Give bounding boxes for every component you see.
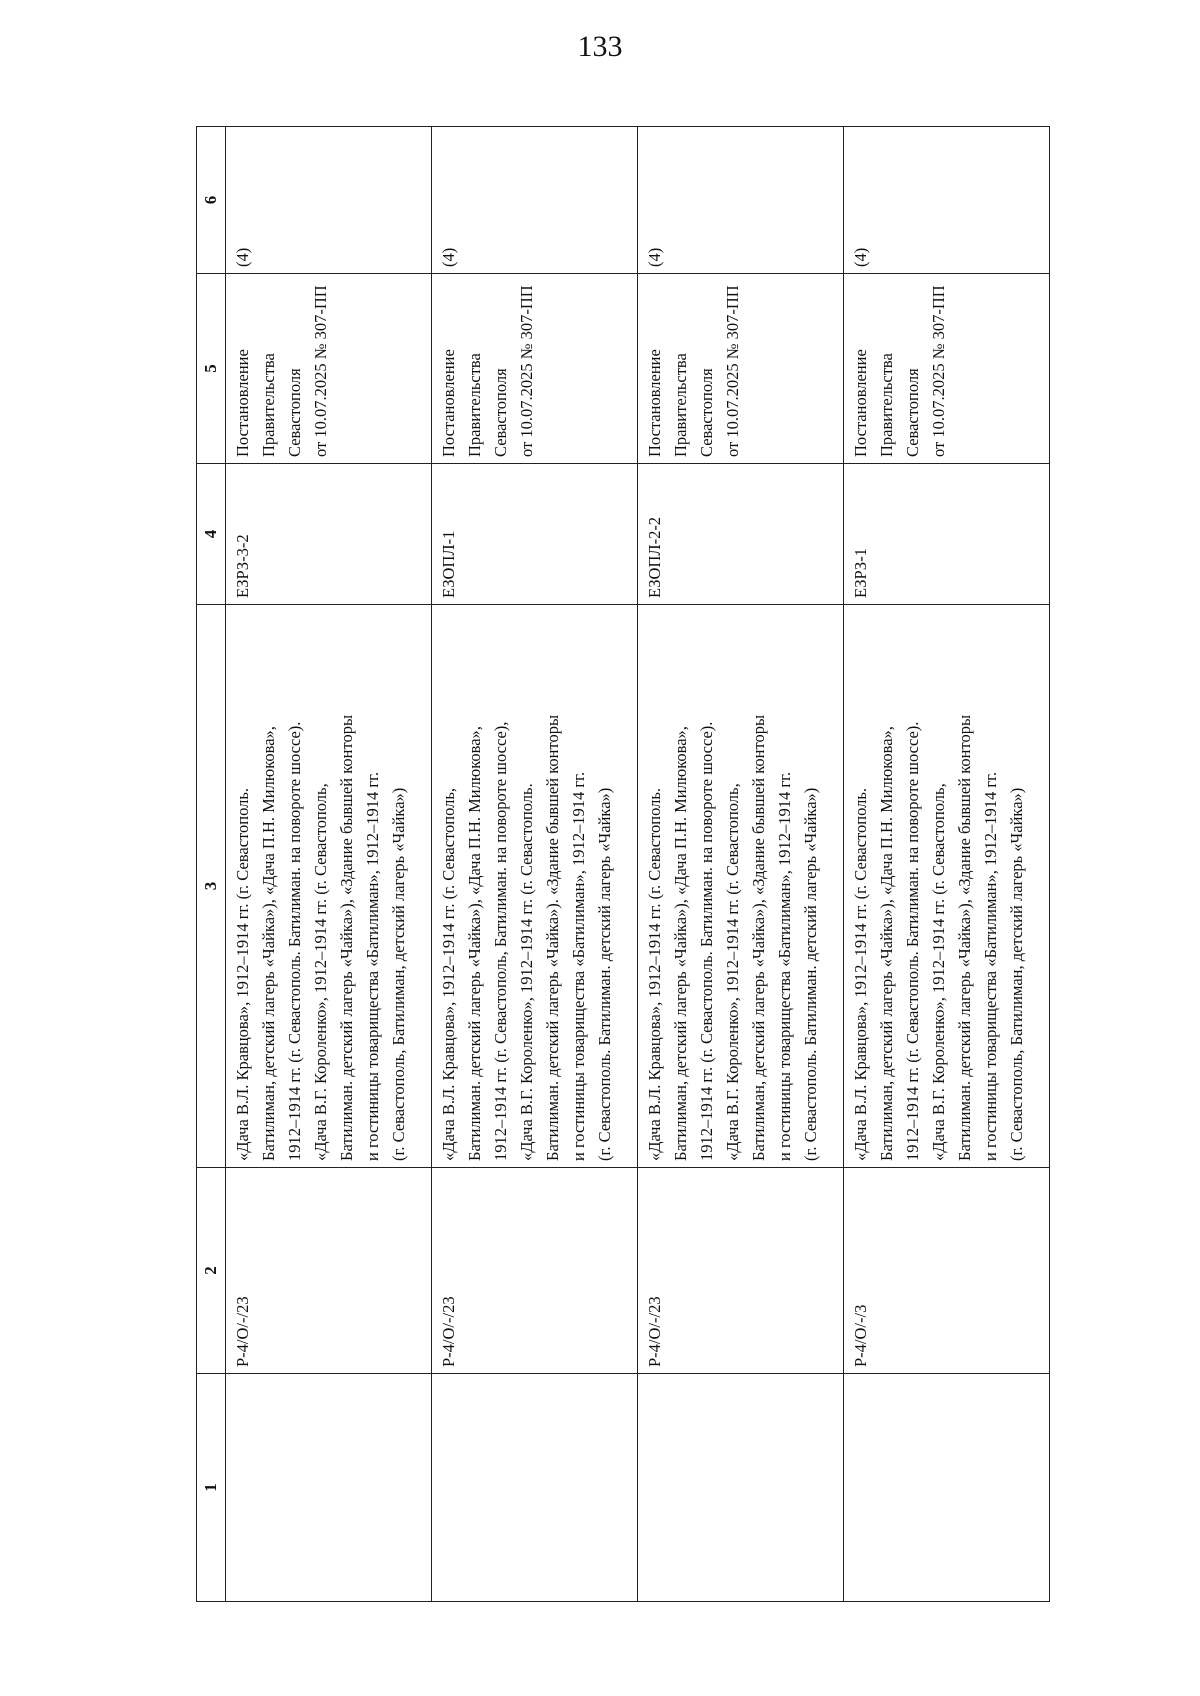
cell-description: «Дача В.Л. Кравцова», 1912–1914 гг. (г. Севастополь, Батилиман. детский лагерь «Чайка»), «Дача П.Н. Милюкова», 1912–1914 гг. (г. Севастополь, Батилиман. на повороте шоссе), «Дача В.Г. Короленко», 1912–1914 гг. (г. Севастополь. Батилиман. детский лагерь «Чайка»). «Здание бывшей конторы и гостиницы товарищества «Батилиман», 1912–1914 гг. (г. Севастополь. Батилиман. детский лагерь «Чайка») bbox=[432, 605, 638, 1168]
cell-description: «Дача В.Л. Кравцова», 1912–1914 гг. (г. Севастополь. Батилиман, детский лагерь «Чайка»), «Дача П.Н. Милюкова», 1912–1914 гг. (г. Севастополь. Батилиман. на повороте шоссе). «Дача В.Г. Короленко», 1912–1914 гг. (г. Севастополь, Батилиман. детский лагерь «Чайка»), «Здание бывшей конторы и гостиницы товарищества «Батилиман», 1912–1914 гг. (г. Севастополь, Батилиман, детский лагерь «Чайка») bbox=[226, 605, 432, 1168]
cell-note: (4) bbox=[844, 127, 1050, 274]
cell-number bbox=[638, 1374, 844, 1602]
registry-table bbox=[196, 126, 1050, 1602]
page-number: 133 bbox=[577, 30, 623, 63]
cell-note: (4) bbox=[226, 127, 432, 274]
table-row bbox=[638, 127, 844, 1602]
header-col-6: 6 bbox=[197, 127, 226, 274]
cell-note: (4) bbox=[432, 127, 638, 274]
header-col-5: 5 bbox=[197, 274, 226, 464]
header-col-3: 3 bbox=[197, 605, 226, 1168]
cell-description: «Дача В.Л. Кравцова», 1912–1914 гг. (г. Севастополь. Батилиман, детский лагерь «Чайка»), «Дача П.Н. Милюкова», 1912–1914 гг. (г. Севастополь. Батилиман. на повороте шоссе). «Дача В.Г. Короленко», 1912–1914 гг. (г. Севастополь, Батилиман. детский лагерь «Чайка»), «Здание бывшей конторы и гостиницы товарищества «Батилиман», 1912–1914 гг. (г. Севастополь, Батилиман, детский лагерь «Чайка») bbox=[844, 605, 1050, 1168]
cell-zone: ЕЗРЗ-1 bbox=[844, 464, 1050, 605]
table-row bbox=[844, 127, 1050, 1602]
cell-document: Постановление Правительства Севастополя от 10.07.2025 № 307-ПП bbox=[638, 274, 844, 464]
cell-zone: ЕЗОПЛ-1 bbox=[432, 464, 638, 605]
rotated-table-container bbox=[196, 127, 1048, 1602]
header-col-2: 2 bbox=[197, 1168, 226, 1374]
cell-code: Р-4/О/-/23 bbox=[226, 1168, 432, 1374]
cell-description: «Дача В.Л. Кравцова», 1912–1914 гг. (г. Севастополь. Батилиман, детский лагерь «Чайка»), «Дача П.Н. Милюкова», 1912–1914 гг. (г. Севастополь. Батилиман. на повороте шоссе). «Дача В.Г. Короленко», 1912–1914 гг. (г. Севастополь, Батилиман, детский лагерь «Чайка»), «Здание бывшей конторы и гостиницы товарищества «Батилиман», 1912–1914 гг. (г. Севастополь. Батилиман. детский лагерь «Чайка») bbox=[638, 605, 844, 1168]
cell-number bbox=[844, 1374, 1050, 1602]
cell-code: Р-4/О/-/23 bbox=[638, 1168, 844, 1374]
cell-code: Р-4/О/-/3 bbox=[844, 1168, 1050, 1374]
cell-document: Постановление Правительства Севастополя от 10.07.2025 № 307-ПП bbox=[226, 274, 432, 464]
cell-code: Р-4/О/-/23 bbox=[432, 1168, 638, 1374]
table-row bbox=[226, 127, 432, 1602]
cell-document: Постановление Правительства Севастополя от 10.07.2025 № 307-ПП bbox=[432, 274, 638, 464]
header-col-1: 1 bbox=[197, 1374, 226, 1602]
cell-number bbox=[226, 1374, 432, 1602]
cell-number bbox=[432, 1374, 638, 1602]
table-header-row bbox=[197, 127, 226, 1602]
table-row bbox=[432, 127, 638, 1602]
cell-zone: ЕЗРЗ-3-2 bbox=[226, 464, 432, 605]
cell-zone: ЕЗОПЛ-2-2 bbox=[638, 464, 844, 605]
header-col-4: 4 bbox=[197, 464, 226, 605]
cell-note: (4) bbox=[638, 127, 844, 274]
cell-document: Постановление Правительства Севастополя от 10.07.2025 № 307-ПП bbox=[844, 274, 1050, 464]
